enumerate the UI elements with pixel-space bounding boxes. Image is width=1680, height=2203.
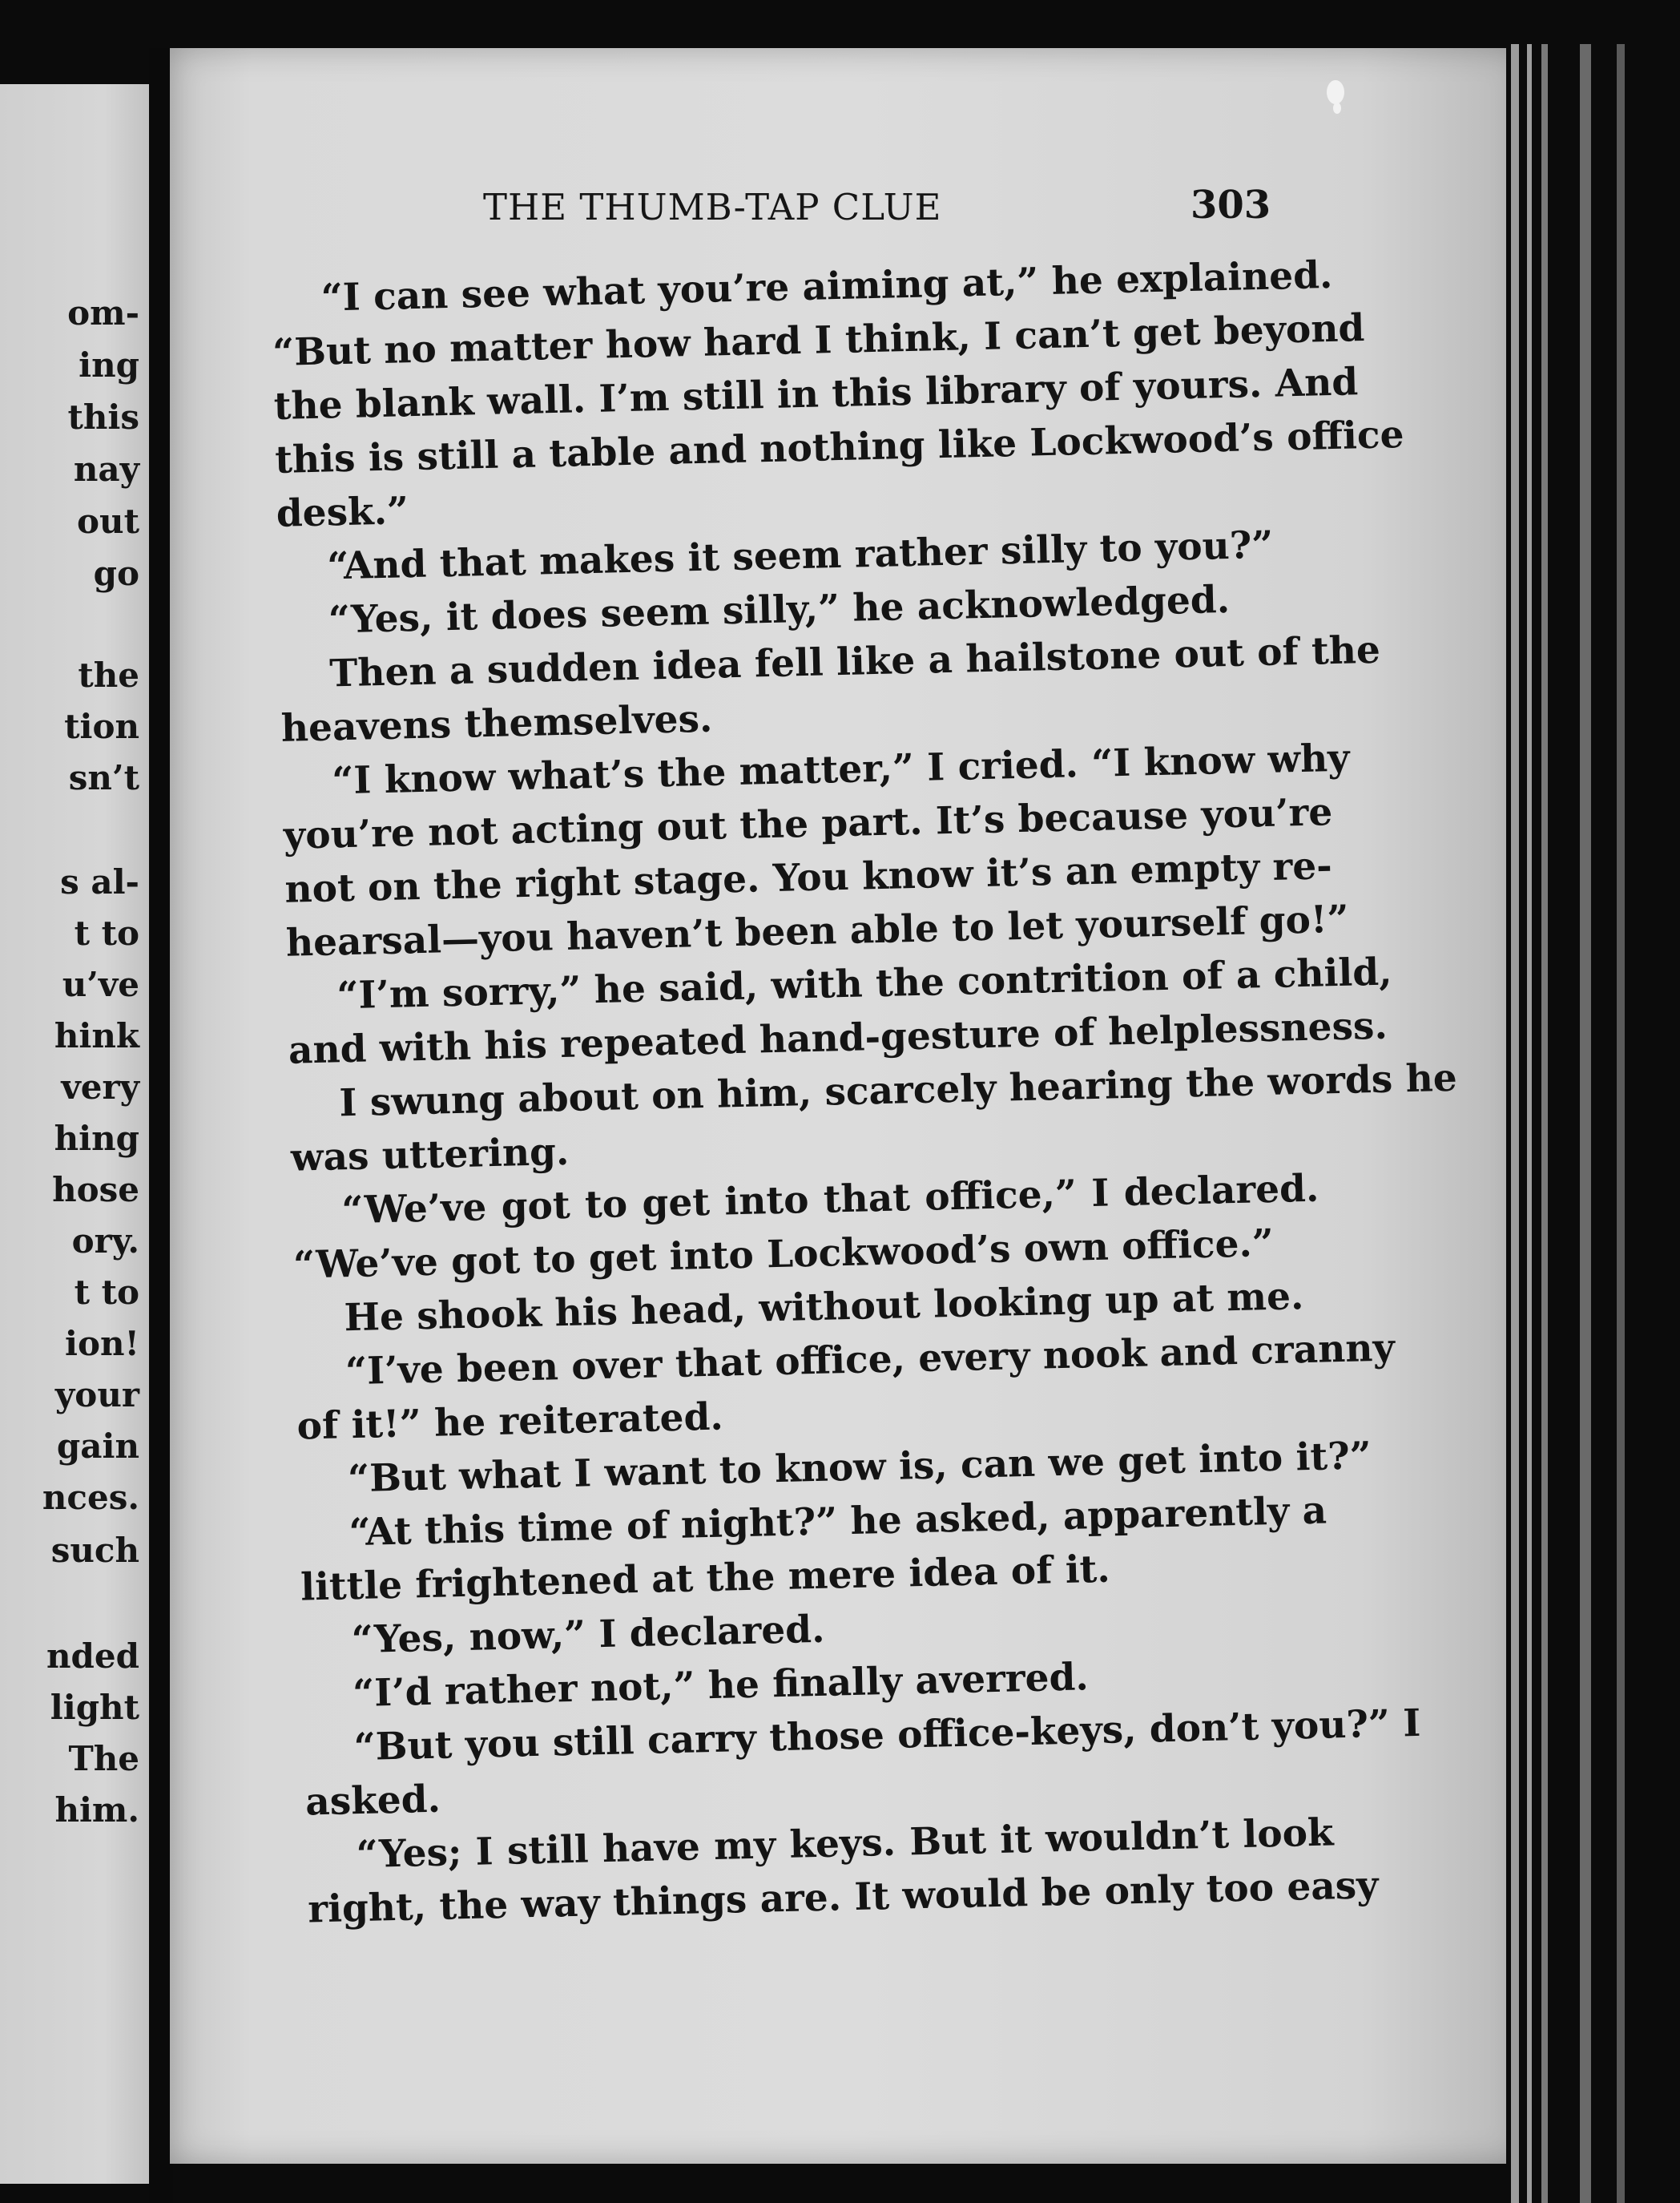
- text-line: “I’ve been over that office, every nook and cranny: [344, 1325, 1396, 1394]
- text-line: “Yes; I still have my keys. But it wouldn’t look: [356, 1810, 1335, 1878]
- previous-page-fragment: out: [77, 502, 139, 541]
- page-number: 303: [1191, 183, 1271, 228]
- previous-page-fragment: ory.: [71, 1221, 139, 1261]
- body-text: [271, 249, 1458, 1937]
- previous-page-fragment: nces.: [42, 1478, 139, 1517]
- text-line: desk.”: [276, 489, 409, 536]
- previous-page-fragment: sn’t: [68, 758, 139, 797]
- previous-page-fragment: the: [78, 656, 139, 695]
- text-line: the blank wall. I’m still in this library of yours. And: [273, 360, 1359, 429]
- previous-page-fragment: t to: [74, 914, 139, 953]
- text-line: “I know what’s the matter,” I cried. “I know why: [331, 736, 1351, 804]
- text-line: “But what I want to know is, can we get into it?”: [347, 1434, 1372, 1502]
- text-line: this is still a table and nothing like Lockwood’s office: [274, 412, 1405, 482]
- previous-page-fragment: very: [61, 1067, 139, 1107]
- previous-page-fragment: your: [54, 1375, 139, 1414]
- previous-page-fragment: hink: [54, 1016, 139, 1055]
- page-edge-line: [1541, 44, 1548, 2203]
- text-line: hearsal—you haven’t been able to let yourself go!”: [285, 897, 1350, 966]
- page-edge-line: [1527, 44, 1532, 2203]
- text-line: “I’m sorry,” he said, with the contrition of a child,: [336, 950, 1393, 1019]
- previous-page-fragment: light: [50, 1688, 139, 1727]
- text-line: “I can see what you’re aiming at,” he explained.: [320, 252, 1333, 321]
- text-line: “But you still carry those office-keys, don’t you?” I: [353, 1701, 1421, 1770]
- previous-page-edge: [0, 84, 149, 2184]
- scan-speck: [1333, 103, 1341, 114]
- text-line: “At this time of night?” he asked, apparently a: [348, 1488, 1327, 1555]
- text-line: “Yes, now,” I declared.: [351, 1607, 825, 1663]
- text-line: “We’ve got to get into Lockwood’s own office.”: [292, 1221, 1275, 1288]
- previous-page-fragment: nay: [73, 450, 139, 489]
- text-line: Then a sudden idea fell like a hailstone out of the: [328, 627, 1381, 696]
- scan-speck: [1327, 80, 1344, 104]
- page-edge-line: [1580, 44, 1591, 2203]
- previous-page-fragment: u’ve: [62, 965, 139, 1004]
- page-edges: [1506, 44, 1680, 2203]
- text-line: was uttering.: [290, 1129, 570, 1180]
- text-line: “But no matter how hard I think, I can’t get beyond: [272, 306, 1365, 375]
- previous-page-fragment: tion: [64, 707, 139, 746]
- previous-page-fragment: ing: [79, 345, 139, 385]
- previous-page-fragment: s al-: [60, 862, 139, 902]
- previous-page-fragment: t to: [74, 1273, 139, 1312]
- previous-page-fragment: om-: [67, 293, 139, 333]
- text-line: you’re not acting out the part. It’s because you’re: [283, 790, 1333, 858]
- text-line: “I’d rather not,” he finally averred.: [352, 1655, 1090, 1717]
- text-line: of it!” he reiterated.: [296, 1394, 724, 1449]
- previous-page-fragment: hose: [52, 1170, 139, 1209]
- previous-page-fragment: ion!: [65, 1324, 139, 1363]
- previous-page-fragment: nded: [46, 1636, 139, 1676]
- text-line: “We’ve got to get into that office,” I declared.: [340, 1166, 1319, 1233]
- text-line: “And that makes it seem rather silly to you?”: [326, 523, 1274, 589]
- text-line: asked.: [304, 1777, 441, 1825]
- previous-page-fragment: go: [93, 554, 139, 593]
- text-line: and with his repeated hand-gesture of helplessness.: [288, 1003, 1388, 1073]
- text-line: heavens themselves.: [280, 696, 713, 751]
- text-line: little frightened at the mere idea of it.: [300, 1547, 1111, 1610]
- text-line: right, the way things are. It would be only too easy: [307, 1863, 1380, 1932]
- previous-page-fragment: The: [68, 1739, 139, 1778]
- previous-page-fragment: such: [50, 1531, 139, 1570]
- running-head: THE THUMB-TAP CLUE: [483, 186, 942, 228]
- page-edge-line: [1511, 44, 1519, 2203]
- text-line: I swung about on him, scarcely hearing the words he: [338, 1055, 1458, 1126]
- previous-page-fragment: hing: [54, 1119, 139, 1158]
- previous-page-fragment: him.: [54, 1790, 139, 1830]
- page-edge-line: [1617, 44, 1625, 2203]
- text-line: He shook his head, without looking up at me.: [344, 1274, 1304, 1341]
- text-line: not on the right stage. You know it’s an empty re-: [284, 844, 1333, 912]
- previous-page-fragment: this: [67, 397, 139, 437]
- text-line: “Yes, it does seem silly,” he acknowledged.: [328, 577, 1231, 643]
- previous-page-fragment: gain: [56, 1426, 139, 1466]
